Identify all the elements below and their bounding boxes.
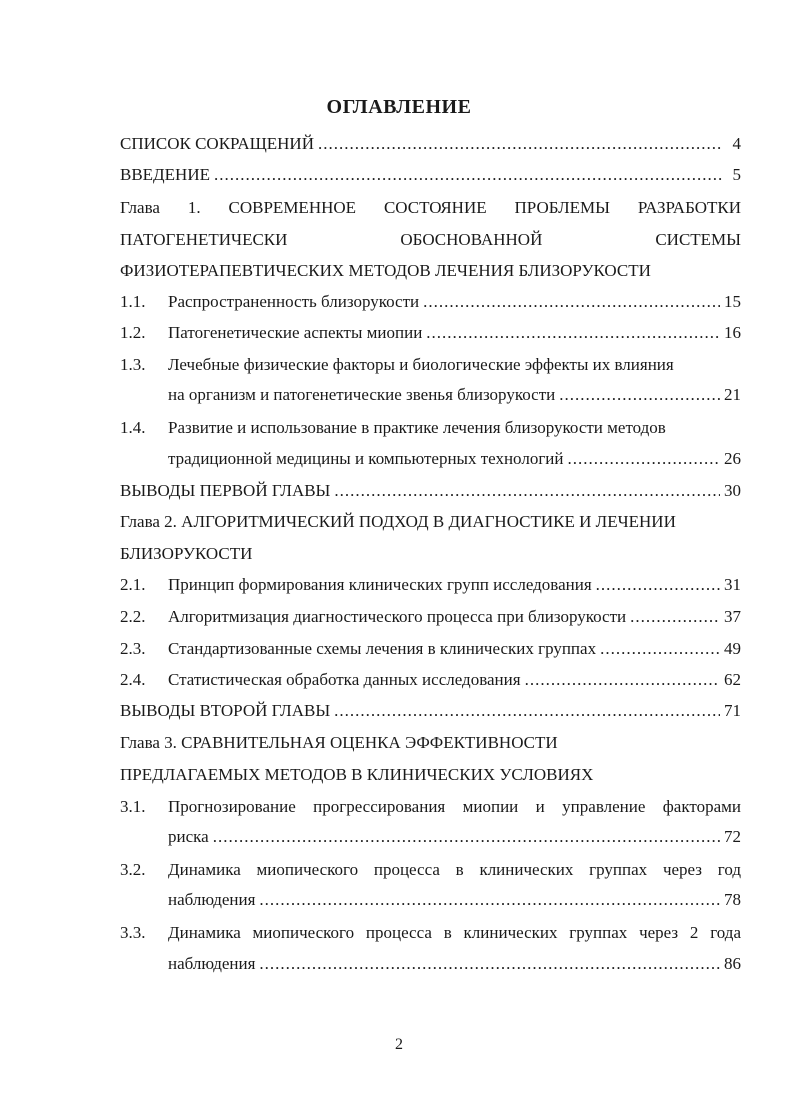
toc-entry-text: риска (168, 827, 209, 846)
section-number: 1.4. (120, 418, 146, 437)
toc-entry-text: Распространенность близорукости (168, 292, 420, 311)
toc-entry-2-3[interactable] (120, 636, 741, 662)
dot-leader (600, 636, 720, 662)
dot-leader (423, 289, 720, 315)
dot-leader (426, 320, 720, 346)
toc-page-number: 31 (724, 575, 741, 594)
dot-leader (259, 951, 720, 977)
chapter-1-heading-line-2[interactable]: ПАТОГЕНЕТИЧЕСКИ ОБОСНОВАННОЙ СИСТЕМЫ (120, 230, 741, 249)
section-number: 1.1. (120, 292, 146, 311)
toc-entry-chapter-2-conclusions[interactable] (120, 698, 741, 724)
toc-entry-3-2[interactable] (120, 857, 741, 883)
toc-entry-2-1[interactable] (120, 572, 741, 598)
toc-entry-3-1[interactable] (120, 794, 741, 820)
toc-entry-abbreviations[interactable] (120, 131, 741, 157)
toc-entry-text: Лечебные физические факторы и биологические эффекты их влияния (168, 355, 674, 374)
toc-page-number: 16 (724, 323, 741, 342)
dot-leader (334, 698, 720, 724)
toc-page-number: 49 (724, 639, 741, 658)
toc-entry-text: на организм и патогенетические звенья близорукости (168, 385, 556, 404)
section-number: 2.3. (120, 639, 146, 658)
toc-entry-text: наблюдения (168, 954, 256, 973)
toc-page-number: 30 (724, 481, 741, 500)
toc-entry-text: Прогнозирование прогрессирования миопии и управление факторами (168, 797, 741, 816)
section-number: 3.3. (120, 923, 146, 942)
toc-entry-3-2-continued[interactable] (168, 887, 741, 913)
toc-page-number: 37 (724, 607, 741, 626)
section-number: 3.2. (120, 860, 146, 879)
chapter-1-heading-line-1[interactable]: Глава 1. СОВРЕМЕННОЕ СОСТОЯНИЕ ПРОБЛЕМЫ РАЗРАБОТКИ (120, 198, 741, 217)
page-title: ОГЛАВЛЕНИЕ (326, 96, 472, 118)
toc-entry-text: Динамика миопического процесса в клинических группах через 2 года (168, 923, 741, 942)
chapter-1-heading-line-3[interactable]: ФИЗИОТЕРАПЕВТИЧЕСКИХ МЕТОДОВ ЛЕЧЕНИЯ БЛИЗОРУКОСТИ (120, 261, 651, 280)
toc-entry-2-4[interactable] (120, 667, 741, 693)
toc-page-number: 72 (724, 827, 741, 846)
toc-entry-1-4-continued[interactable] (168, 446, 741, 472)
toc-entry-text: ВЫВОДЫ ПЕРВОЙ ГЛАВЫ (120, 481, 331, 500)
toc-entry-text: Развитие и использование в практике лечения близорукости методов (168, 418, 666, 437)
toc-entry-1-2[interactable] (120, 320, 741, 346)
toc-page-number: 26 (724, 449, 741, 468)
section-number: 2.2. (120, 607, 146, 626)
toc-entry-text: традиционной медицины и компьютерных технологий (168, 449, 564, 468)
toc-entry-text: ВВЕДЕНИЕ (120, 165, 210, 184)
dot-leader (596, 572, 720, 598)
toc-entry-text: Стандартизованные схемы лечения в клинических группах (168, 639, 597, 658)
toc-page-number: 21 (724, 385, 741, 404)
dot-leader (214, 162, 723, 188)
page-number: 2 (395, 1036, 403, 1053)
toc-entry-3-1-continued[interactable] (168, 824, 741, 850)
toc-page-number: 4 (732, 134, 741, 153)
dot-leader (567, 446, 720, 472)
dot-leader (213, 824, 720, 850)
toc-page-number: 71 (724, 701, 741, 720)
toc-entry-text: СПИСОК СОКРАЩЕНИЙ (120, 134, 314, 153)
dot-leader (318, 131, 723, 157)
toc-entry-text: Принцип формирования клинических групп исследования (168, 575, 592, 594)
toc-page-number: 5 (732, 165, 741, 184)
toc-entry-text: ВЫВОДЫ ВТОРОЙ ГЛАВЫ (120, 701, 331, 720)
chapter-3-heading-line-1[interactable]: Глава 3. СРАВНИТЕЛЬНАЯ ОЦЕНКА ЭФФЕКТИВНОСТИ (120, 733, 558, 752)
toc-entry-1-4[interactable] (120, 415, 741, 441)
toc-entry-text: Патогенетические аспекты миопии (168, 323, 423, 342)
toc-page-number: 86 (724, 954, 741, 973)
dot-leader (559, 382, 720, 408)
chapter-2-heading-line-1[interactable]: Глава 2. АЛГОРИТМИЧЕСКИЙ ПОДХОД В ДИАГНОСТИКЕ И ЛЕЧЕНИИ (120, 512, 676, 531)
dot-leader (334, 478, 720, 504)
section-number: 1.2. (120, 323, 146, 342)
section-number: 2.4. (120, 670, 146, 689)
section-number: 2.1. (120, 575, 146, 594)
section-number: 1.3. (120, 355, 146, 374)
dot-leader (525, 667, 720, 693)
toc-entry-3-3[interactable] (120, 920, 741, 946)
chapter-2-heading-line-2[interactable]: БЛИЗОРУКОСТИ (120, 544, 253, 563)
toc-page-number: 78 (724, 890, 741, 909)
toc-entry-text: Динамика миопического процесса в клинических группах через год (168, 860, 741, 879)
dot-leader (259, 887, 720, 913)
toc-entry-chapter-1-conclusions[interactable] (120, 478, 741, 504)
toc-entry-1-3[interactable] (120, 352, 741, 378)
toc-page-number: 15 (724, 292, 741, 311)
toc-entry-text: наблюдения (168, 890, 256, 909)
toc-entry-1-3-continued[interactable] (168, 382, 741, 408)
toc-entry-1-1[interactable] (120, 289, 741, 315)
dot-leader (630, 604, 720, 630)
section-number: 3.1. (120, 797, 146, 816)
toc-entry-text: Алгоритмизация диагностического процесса при близорукости (168, 607, 627, 626)
toc-entry-introduction[interactable] (120, 162, 741, 188)
toc-entry-text: Статистическая обработка данных исследования (168, 670, 521, 689)
toc-entry-3-3-continued[interactable] (168, 951, 741, 977)
toc-page-number: 62 (724, 670, 741, 689)
toc-entry-2-2[interactable] (120, 604, 741, 630)
chapter-3-heading-line-2[interactable]: ПРЕДЛАГАЕМЫХ МЕТОДОВ В КЛИНИЧЕСКИХ УСЛОВИЯХ (120, 765, 594, 784)
